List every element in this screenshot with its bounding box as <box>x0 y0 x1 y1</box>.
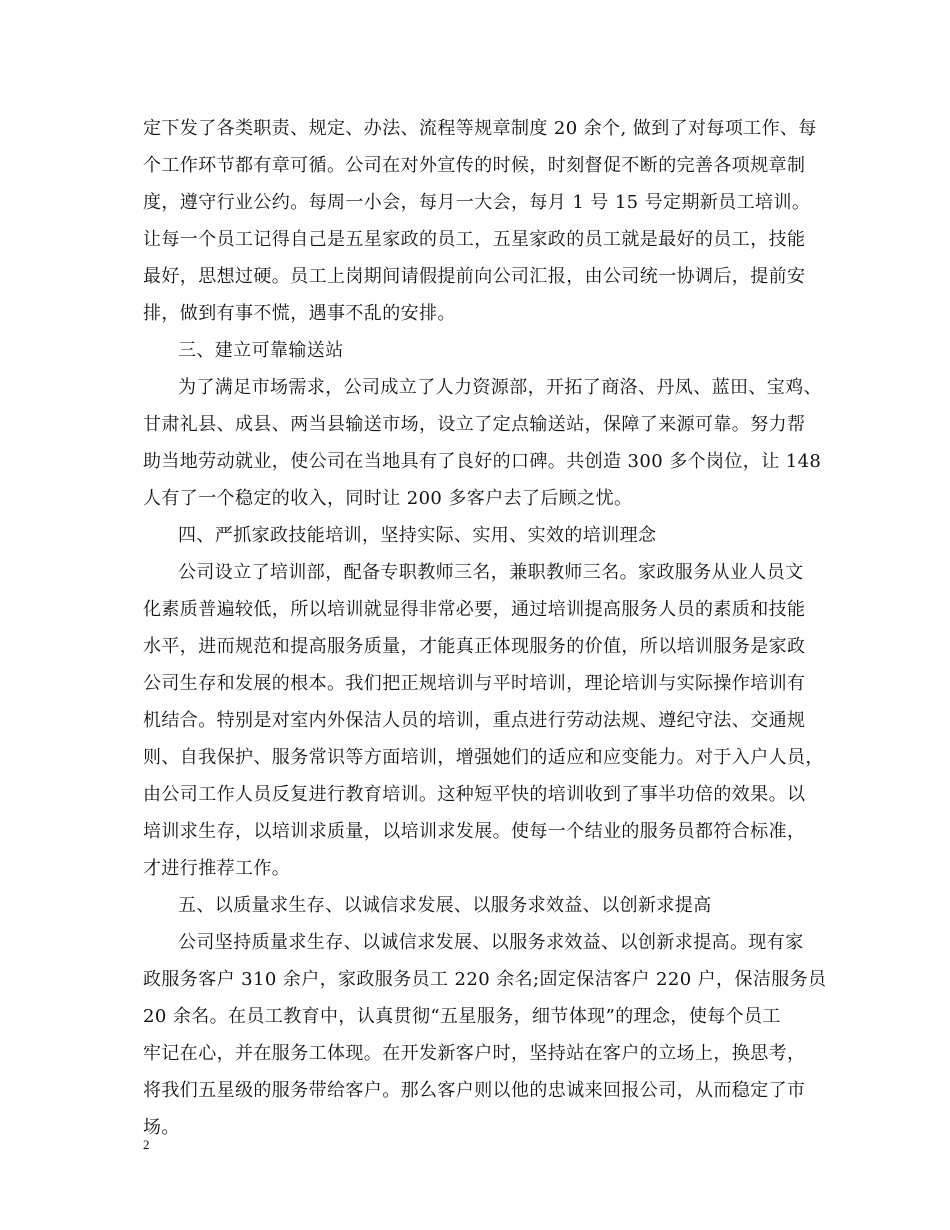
paragraph-line: 公司生存和发展的根本。我们把正规培训与平时培训，理论培训与实际操作培训有 <box>143 673 806 694</box>
paragraph-line: 人有了一个稳定的收入，同时让 200 多客户去了后顾之忧。 <box>143 488 633 509</box>
paragraph-line: 最好，思想过硬。员工上岗期间请假提前向公司汇报，由公司统一协调后，提前安 <box>143 266 806 287</box>
paragraph-line: 机结合。特别是对室内外保洁人员的培训，重点进行劳动法规、遵纪守法、交通规 <box>143 710 806 731</box>
paragraph-line: 公司坚持质量求生存、以诚信求发展、以服务求效益、以创新求提高。现有家 <box>178 932 804 953</box>
paragraph-line: 20 余名。在员工教育中，认真贯彻“五星服务，细节体现”的理念，使每个员工 <box>143 1006 781 1027</box>
paragraph-line: 排，做到有事不慌，遇事不乱的安排。 <box>143 303 456 324</box>
paragraph-line: 让每一个员工记得自己是五星家政的员工，五星家政的员工就是最好的员工，技能 <box>143 229 806 250</box>
section-heading: 四、严抓家政技能培训，坚持实际、实用、实效的培训理念 <box>178 525 657 546</box>
paragraph-line: 才进行推荐工作。 <box>143 858 291 879</box>
paragraph-line: 甘肃礼县、成县、两当县输送市场，设立了定点输送站，保障了来源可靠。努力帮 <box>143 414 806 435</box>
paragraph-line: 化素质普遍较低，所以培训就显得非常必要，通过培训提高服务人员的素质和技能 <box>143 599 806 620</box>
paragraph-line: 为了满足市场需求，公司成立了人力资源部，开拓了商洛、丹凤、蓝田、宝鸡、 <box>178 377 822 398</box>
paragraph-line: 度，遵守行业公约。每周一小会，每月一大会，每月 1 号 15 号定期新员工培训。 <box>143 192 811 213</box>
section-heading: 五、以质量求生存、以诚信求发展、以服务求效益、以创新求提高 <box>178 895 712 916</box>
paragraph-line: 由公司工作人员反复进行教育培训。这种短平快的培训收到了事半功倍的效果。以 <box>143 784 806 805</box>
paragraph-line: 政服务客户 310 余户，家政服务员工 220 余名;固定保洁客户 220 户，保洁服务员 <box>143 969 827 990</box>
paragraph-line: 助当地劳动就业，使公司在当地具有了良好的口碑。共创造 300 多个岗位，让 148 <box>143 451 822 472</box>
paragraph-line: 公司设立了培训部，配备专职教师三名，兼职教师三名。家政服务从业人员文 <box>178 562 804 583</box>
paragraph-line: 将我们五星级的服务带给客户。那么客户则以他的忠诚来回报公司，从而稳定了市 <box>143 1080 806 1101</box>
paragraph-line: 则、自我保护、服务常识等方面培训，增强她们的适应和应变能力。对于入户人员， <box>143 747 824 768</box>
section-heading: 三、建立可靠输送站 <box>178 340 344 361</box>
paragraph-line: 牢记在心，并在服务工体现。在开发新客户时，坚持站在客户的立场上，换思考， <box>143 1043 806 1064</box>
paragraph-line: 定下发了各类职责、规定、办法、流程等规章制度 20 余个, 做到了对每项工作、每 <box>143 118 817 139</box>
paragraph-line: 培训求生存，以培训求质量，以培训求发展。使每一个结业的服务员都符合标准， <box>143 821 806 842</box>
page-number: 2 <box>143 1137 150 1152</box>
paragraph-line: 水平，进而规范和提高服务质量，才能真正体现服务的价值，所以培训服务是家政 <box>143 636 806 657</box>
paragraph-line: 场。 <box>143 1117 180 1138</box>
paragraph-line: 个工作环节都有章可循。公司在对外宣传的时候，时刻督促不断的完善各项规章制 <box>143 155 806 176</box>
